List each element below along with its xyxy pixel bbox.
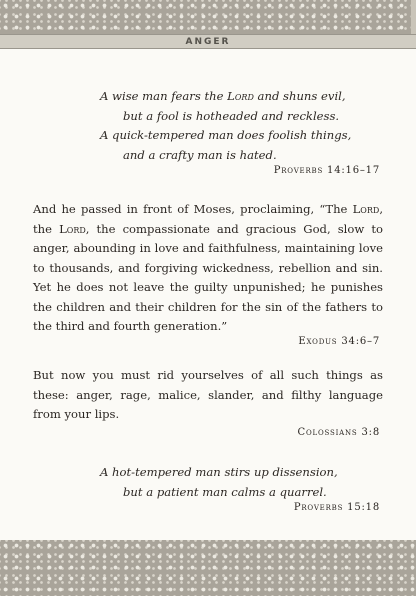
verse-line: A wise man fears the Lord and shuns evil, bbox=[100, 89, 346, 103]
passage-proverbs-15 bbox=[100, 463, 338, 502]
chapter-title: ANGER bbox=[185, 36, 231, 47]
chapter-header-band bbox=[0, 34, 416, 49]
lord-smallcaps: Lord bbox=[227, 89, 254, 103]
verse-line: but a fool is hotheaded and reckless. bbox=[123, 108, 340, 123]
reference-proverbs-14: Proverbs 14:16–17 bbox=[273, 165, 380, 176]
reference-colossians-3: Colossians 3:8 bbox=[297, 427, 380, 438]
lord-smallcaps: Lord bbox=[352, 202, 380, 216]
passage-proverbs-14 bbox=[100, 87, 351, 165]
header-pattern bbox=[0, 0, 416, 34]
reference-exodus-34: Exodus 34:6–7 bbox=[298, 336, 380, 347]
passage-colossians-3: But now you must rid yourselves of all such things as these: anger, rage, malice, slander, and filthy language from your lips. bbox=[33, 368, 383, 421]
verse-line: A hot-tempered man stirs up dissension, bbox=[100, 465, 338, 479]
verse-line: but a patient man calms a quarrel. bbox=[123, 484, 327, 499]
reference-proverbs-15: Proverbs 15:18 bbox=[293, 502, 380, 513]
verse-line: and a crafty man is hated. bbox=[123, 147, 277, 162]
footer-pattern bbox=[0, 540, 416, 596]
passage-exodus-34: And he passed in front of Moses, proclaiming, “The Lord, the Lord, the compassionate and gracious God, slow to anger, abounding in love and faithfulness, maintaining love to thousands, and forgiving wickedness, rebellion and sin. Yet he does not leave the guilty unpunished; he punishes the children and their children for the sin of the fathers to the third and fourth generation.” bbox=[33, 202, 383, 333]
lord-smallcaps: Lord bbox=[59, 221, 86, 236]
verse-line: A quick-tempered man does foolish things, bbox=[100, 128, 352, 142]
